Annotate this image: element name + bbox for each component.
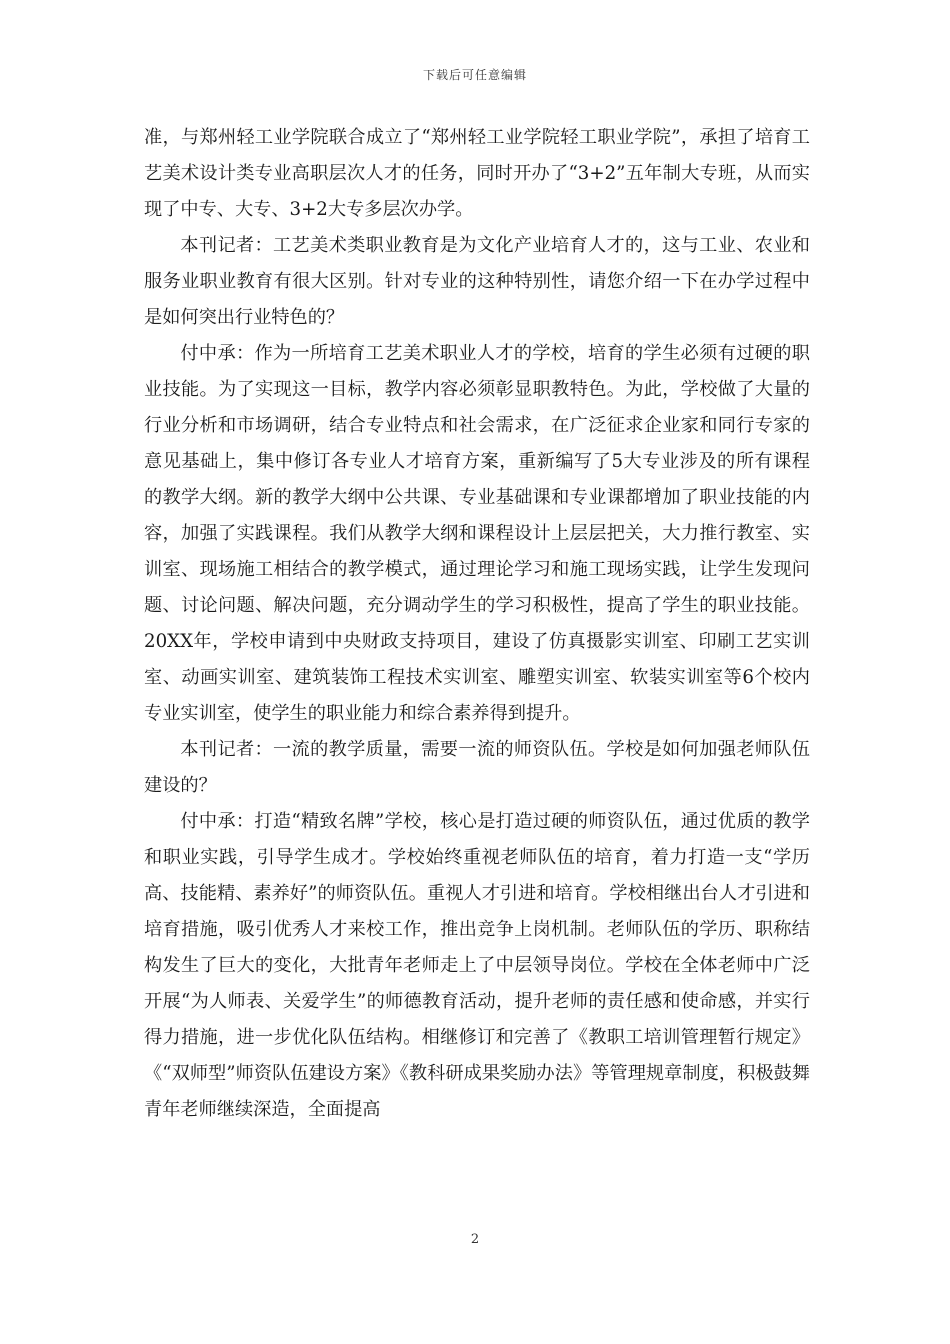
page-header: 下载后可任意编辑 — [422, 68, 527, 82]
paragraph: 本刊记者：一流的教学质量，需要一流的师资队伍。学校是如何加强老师队伍建设的？ — [144, 739, 810, 796]
paragraph: 付中承：作为一所培育工艺美术职业人才的学校，培育的学生必须有过硬的职业技能。为了实现这一目标，教学内容必须彰显职教特色。为此，学校做了大量的行业分析和市场调研，结合专业特点和社会需求，在广泛征求企业家和同行专家的意见基础上，集中修订各专业人才培育方案，重新编写了5大专业涉及的所有课程的教学大纲。新的教学大纲中公共课、专业基础课和专业课都增加了职业技能的内容，加强了实践课程。我们从教学大纲和课程设计上层层把关，大力推行教室、实训室、现场施工相结合的教学模式，通过理论学习和施工现场实践，让学生发现问题、讨论问题、解决问题，充分调动学生的学习积极性，提高了学生的职业技能。20XX年，学校申请到中央财政支持项目，建设了仿真摄影实训室、印刷工艺实训室、动画实训室、建筑装饰工程技术实训室、雕塑实训室、软装实训室等6个校内专业实训室，使学生的职业能力和综合素养得到提升。 — [144, 343, 810, 724]
page-number: 2 — [470, 1232, 480, 1247]
document-body — [144, 120, 810, 1128]
paragraph: 准，与郑州轻工业学院联合成立了“郑州轻工业学院轻工职业学院”，承担了培育工艺美术设计类专业高职层次人才的任务，同时开办了“3+2”五年制大专班，从而实现了中专、大专、3+2大专多层次办学。 — [144, 127, 810, 220]
paragraph: 本刊记者：工艺美术类职业教育是为文化产业培育人才的，这与工业、农业和服务业职业教育有很大区别。针对专业的这种特别性，请您介绍一下在办学过程中是如何突出行业特色的？ — [144, 235, 810, 328]
paragraph: 付中承：打造“精致名牌”学校，核心是打造过硬的师资队伍，通过优质的教学和职业实践，引导学生成才。学校始终重视老师队伍的培育，着力打造一支“学历高、技能精、素养好”的师资队伍。重视人才引进和培育。学校相继出台人才引进和培育措施，吸引优秀人才来校工作，推出竞争上岗机制。老师队伍的学历、职称结构发生了巨大的变化，大批青年老师走上了中层领导岗位。学校在全体老师中广泛开展“为人师表、关爱学生”的师德教育活动，提升老师的责任感和使命感，并实行得力措施，进一步优化队伍结构。相继修订和完善了《教职工培训管理暂行规定》《“双师型”师资队伍建设方案》《教科研成果奖励办法》等管理规章制度，积极鼓舞青年老师继续深造，全面提高 — [144, 811, 810, 1120]
